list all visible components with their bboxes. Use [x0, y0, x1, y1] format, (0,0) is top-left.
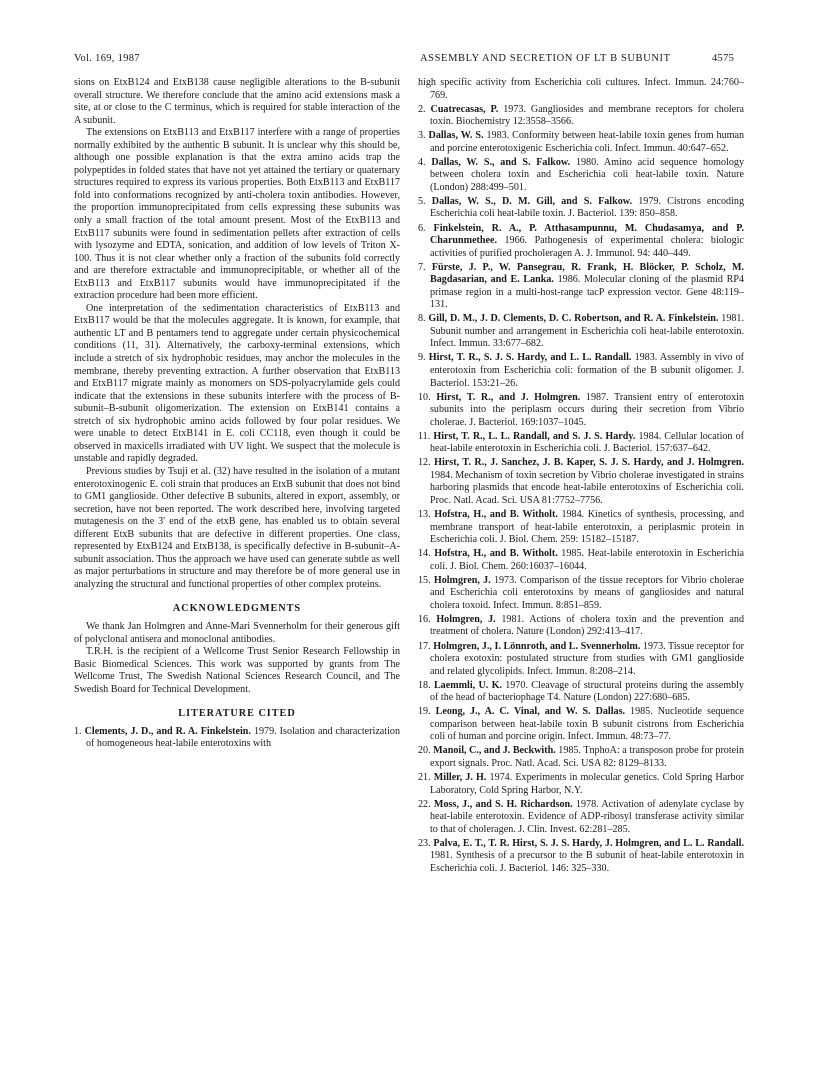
reference-number: 21. — [418, 771, 431, 783]
reference-item-1 — [74, 726, 400, 751]
reference-text: 1979. Isolation and characterization of homogeneous heat-labile enterotoxins with — [86, 725, 400, 750]
reference-authors: Hirst, T. R., and J. Holmgren. — [436, 391, 581, 403]
reference-item — [418, 457, 744, 507]
reference-number: 6. — [418, 222, 426, 234]
reference-text: 1983. Conformity between heat-labile toxin genes from human and porcine enterotoxigenic Escherichia coli. Infect. Immun. 40:647–652. — [430, 130, 744, 154]
reference-authors: Hirst, T. R., S. J. S. Hardy, and L. L. Randall. — [428, 352, 632, 364]
left-column — [74, 77, 400, 752]
reference-text: 1983. Assembly in vivo of enterotoxin from Escherichia coli: formation of the B subunit oligomer. J. Bacteriol. 153:21–26. — [430, 352, 744, 389]
reference-authors: Hofstra, H., and B. Witholt. — [434, 548, 558, 560]
reference-text: 1981. Actions of cholera toxin and the prevention and treatment of cholera. Nature (London) 292:413–417. — [430, 613, 744, 638]
reference-number: 9. — [418, 352, 426, 364]
reference-number: 11. — [418, 430, 431, 442]
reference-item — [418, 262, 744, 312]
reference-text: 1966. Pathogenesis of experimental cholera: biologic activities of purified procholeragen A. J. Immunol. 94: 440–449. — [430, 235, 744, 259]
reference-number: 17. — [418, 640, 431, 652]
reference-number: 19. — [418, 706, 431, 718]
reference-item — [418, 509, 744, 547]
reference-text: 1979. Cistrons encoding Escherichia coli heat-labile toxin. J. Bacteriol. 139: 850–858. — [430, 195, 744, 220]
reference-authors: Holmgren, J. — [433, 574, 491, 586]
reference-item — [418, 130, 744, 155]
reference-text: high specific activity from Escherichia coli cultures. Infect. Immun. 24:760–769. — [418, 77, 744, 101]
reference-authors: Manoil, C., and J. Beckwith. — [433, 745, 556, 757]
reference-number: 20. — [418, 745, 431, 757]
body-paragraph-1: sions on EtxB124 and EtxB138 cause negligible alterations to the B-subunit overall structure. We therefore conclude that the amino acid extensions mask a site, at or close to the C terminus, which is required for stable interaction of the A subunit. — [74, 77, 400, 126]
reference-text: 1986. Molecular cloning of the plasmid RP4 primase region in a multi-host-range tacP expression vector. Gene 48:119–131. — [430, 274, 745, 311]
reference-item — [418, 352, 744, 390]
reference-number: 2. — [418, 103, 426, 115]
reference-authors: Dallas, W. S., and S. Falkow. — [431, 156, 571, 168]
reference-text: 1970. Cleavage of structural proteins during the assembly of the head of bacteriophage T4. Nature (London) 227:680–685. — [430, 679, 744, 704]
reference-item — [418, 104, 744, 129]
reference-authors: Clements, J. D., and R. A. Finkelstein. — [84, 725, 251, 737]
reference-number: 7. — [418, 261, 426, 273]
reference-number: 4. — [418, 156, 426, 168]
reference-authors: Dallas, W. S., D. M. Gill, and S. Falkow. — [431, 195, 633, 207]
reference-item — [418, 313, 744, 351]
reference-item — [418, 772, 744, 797]
reference-authors: Finkelstein, R. A., P. Atthasampunnu, M. Chudasamya, and P. Charunmethee. — [430, 222, 744, 247]
reference-number: 15. — [418, 574, 431, 586]
reference-text: 1984. Cellular location of heat-labile enterotoxin in Escherichia coli. J. Bacteriol. 157:637–642. — [430, 430, 744, 455]
body-paragraph-2: The extensions on EtxB113 and EtxB117 interfere with a range of properties normally exhibited by the authentic B subunit. It is unclear why this should be, although one possible explanation is that the extra amino acids trap the polypeptides in folded states that have not yet attained the tertiary or quaternary structures required to express its various properties. Both EtxB113 and EtxB117 fold into conformations recognized by anti-cholera toxin antibodies. However, the proportion immunoprecipitated from cells expressing these subunits was only a small fraction of the total amount present. Most of the EtxB113 and EtxB117 subunits were found in sedimentation pellets after extraction of cells with lysozyme and EDTA, sonication, and addition of low levels of Triton X-100. Thus it is not clear whether only a fraction of the subunits fold correctly and are therefore extractable and immunoprecipitable, or whether all of the EtxB113 and EtxB117 subunits would have immunoprecipitated if the extraction procedure had been more efficient. — [74, 127, 400, 302]
reference-authors: Palva, E. T., T. R. Hirst, S. J. S. Hardy, J. Holmgren, and L. L. Randall. — [433, 837, 744, 849]
reference-authors: Hofstra, H., and B. Witholt. — [434, 509, 558, 521]
reference-text: 1985. Heat-labile enterotoxin in Escherichia coli. J. Biol. Chem. 260:16037–16044. — [430, 548, 744, 572]
reference-number: 23. — [418, 837, 431, 849]
reference-authors: Holmgren, J., I. Lönnroth, and L. Svennerholm. — [433, 640, 641, 652]
reference-authors: Leong, J., A. C. Vinal, and W. S. Dallas. — [435, 706, 626, 718]
reference-item — [418, 799, 744, 837]
reference-item-1-continued — [418, 77, 744, 102]
reference-authors: Hirst, T. R., J. Sanchez, J. B. Kaper, S. J. S. Hardy, and J. Holmgren. — [434, 457, 744, 469]
reference-text: 1973. Tissue receptor for cholera exotoxin: postulated structure from studies with GM1 ganglioside and related glycolipids. Infect. Immun. 8:208–214. — [430, 640, 744, 677]
reference-text: 1978. Activation of adenylate cyclase by heat-labile enterotoxin. Evidence of ADP-ribosyl transferase activity similar to that of choleragen. J. Clin. Invest. 62:281–285. — [430, 798, 744, 835]
reference-authors: Laemmli, U. K. — [433, 679, 502, 691]
reference-text: 1984. Mechanism of toxin secretion by Vibrio cholerae investigated in strains harboring plasmids that encode heat-labile enterotoxins of Escherichia coli. Proc. Natl. Acad. Sci. USA 81:7752–7756. — [430, 469, 744, 506]
reference-text: 1973. Comparison of the tissue receptors for Vibrio cholerae and Escherichia coli enterotoxins by means of gangliosides and natural cholera toxoid. Infect. Immun. 8:851–859. — [430, 574, 744, 611]
page-number: 4575 — [712, 53, 735, 64]
reference-number: 1. — [74, 725, 82, 737]
acknowledgments-paragraph-2: T.R.H. is the recipient of a Wellcome Trust Senior Research Fellowship in Basic Biomedical Sciences. This work was supported by grants from The Wellcome Trust, The Swedish National Sciences Research Council, and The Swedish Board for Technical Development. — [74, 646, 400, 695]
reference-item — [418, 223, 744, 261]
reference-authors: Fürste, J. P., W. Pansegrau, R. Frank, H. Blöcker, P. Scholz, M. Bagdasarian, and E. Lanka. — [430, 261, 744, 286]
reference-number: 18. — [418, 679, 431, 691]
reference-item — [418, 706, 744, 744]
reference-number: 12. — [418, 457, 431, 469]
reference-number: 10. — [418, 391, 431, 403]
reference-text: 1984. Kinetics of synthesis, processing, and membrane transport of heat-labile enterotoxin, a periplasmic protein in Escherichia coli. J. Biol. Chem. 259: 15182–15187. — [430, 509, 744, 546]
acknowledgments-heading: ACKNOWLEDGMENTS — [172, 603, 302, 615]
reference-item — [418, 641, 744, 679]
reference-text: 1974. Experiments in molecular genetics. Cold Spring Harbor Laboratory, Cold Spring Harbor, N.Y. — [430, 771, 744, 796]
reference-text: 1980. Amino acid sequence homology between cholera toxin and Escherichia coli heat-labile toxin. Nature (London) 288:499–501. — [430, 156, 744, 193]
reference-authors: Gill, D. M., J. D. Clements, D. C. Robertson, and R. A. Finkelstein. — [428, 313, 719, 325]
reference-number: 14. — [418, 548, 431, 560]
reference-text: 1985. Nucleotide sequence comparison between heat-labile toxin B subunit cistrons from Escherichia coli of human and porcine origin. Infect. Immun. 48:73–77. — [430, 706, 744, 743]
reference-item — [418, 680, 744, 705]
reference-item — [418, 614, 744, 639]
reference-number: 13. — [418, 509, 431, 521]
reference-authors: Holmgren, J. — [436, 613, 496, 625]
reference-item — [418, 575, 744, 613]
reference-number: 22. — [418, 798, 431, 810]
reference-authors: Dallas, W. S. — [428, 130, 484, 142]
reference-number: 16. — [418, 613, 431, 625]
reference-text: 1973. Gangliosides and membrane receptors for cholera toxin. Biochemistry 12:3558–3566. — [430, 103, 744, 128]
literature-cited-heading: LITERATURE CITED — [178, 708, 296, 720]
reference-item — [418, 431, 744, 456]
reference-number: 5. — [418, 195, 426, 207]
reference-item — [418, 548, 744, 573]
reference-text: 1985. TnphoA: a transposon probe for protein export signals. Proc. Natl. Acad. Sci. USA 82: 8129–8133. — [430, 745, 744, 769]
reference-item — [418, 838, 744, 876]
body-paragraph-3: One interpretation of the sedimentation characteristics of EtxB113 and EtxB117 would be that the molecules aggregate. It is known, for example, that authentic LT and B pentamers tend to aggregate under certain physicochemical conditions (11, 31). Alternatively, the carboxy-terminal extensions, which include a stretch of six hydrophobic residues, may anchor the molecules in the membrane, thereby preventing extraction. A further observation that EtxB113 and EtxB117 migrate mainly as monomers on SDS-polyacrylamide gels could indicate that the extensions in these subunits interfere with the process of B-subunit–B-subunit oligomerization. The extension on EtxB141 contains a stretch of six hydrophobic amino acids followed by four polar residues. We were unable to detect EtxB141 in E. coli CC118, even though it could be observed in maxicells irradiated with UV light. We suspect that the molecule is unstable and rapidly degraded. — [74, 302, 400, 465]
reference-item — [418, 157, 744, 195]
reference-authors: Cuatrecasas, P. — [430, 103, 499, 115]
reference-text: 1981. Synthesis of a precursor to the B subunit of heat-labile enterotoxin in Escherichia coli. J. Bacteriol. 146: 325–330. — [430, 850, 744, 874]
reference-authors: Moss, J., and S. H. Richardson. — [433, 798, 573, 810]
acknowledgments-paragraph-1: We thank Jan Holmgren and Anne-Mari Svennerholm for their generous gift of polyclonal antisera and monoclonal antibodies. — [74, 620, 400, 645]
reference-text: 1987. Transient entry of enterotoxin subunits into the periplasm occurs during their secretion from Vibrio cholerae. J. Bacteriol. 169:1037–1045. — [430, 391, 744, 428]
reference-authors: Miller, J. H. — [433, 771, 487, 783]
right-column — [418, 77, 744, 877]
running-header-volume: Vol. 169, 1987 — [74, 53, 140, 64]
running-header-title: ASSEMBLY AND SECRETION OF LT B SUBUNIT — [420, 53, 671, 64]
reference-number: 8. — [418, 313, 426, 325]
reference-item — [418, 196, 744, 221]
reference-number: 3. — [418, 130, 426, 142]
reference-authors: Hirst, T. R., L. L. Randall, and S. J. S. Hardy. — [433, 430, 636, 442]
reference-text: 1981. Subunit number and arrangement in Escherichia coli heat-labile enterotoxin. Infect. Immun. 33:677–682. — [430, 313, 744, 350]
reference-item — [418, 745, 744, 770]
reference-item — [418, 392, 744, 430]
body-paragraph-4: Previous studies by Tsuji et al. (32) have resulted in the isolation of a mutant enterotoxinogenic E. coli strain that produces an EtxB subunit that does not bind to GM1 ganglioside. Other defective B subunits, altered in export, assembly, or secretion, have not been reported. The work described here, involving targeted mutagenesis on the 3′ end of the etxB gene, has enabled us to obtain several different EtxB subunits that are defective in different properties. One class, represented by EtxB124 and EtxB138, is specifically defective in B-subunit–A-subunit association. Thus the approach we have used can generate subtle as well as major perturbations in structure and may therefore be of more general use in analyzing the structural and functional properties of other complex proteins. — [74, 465, 400, 590]
